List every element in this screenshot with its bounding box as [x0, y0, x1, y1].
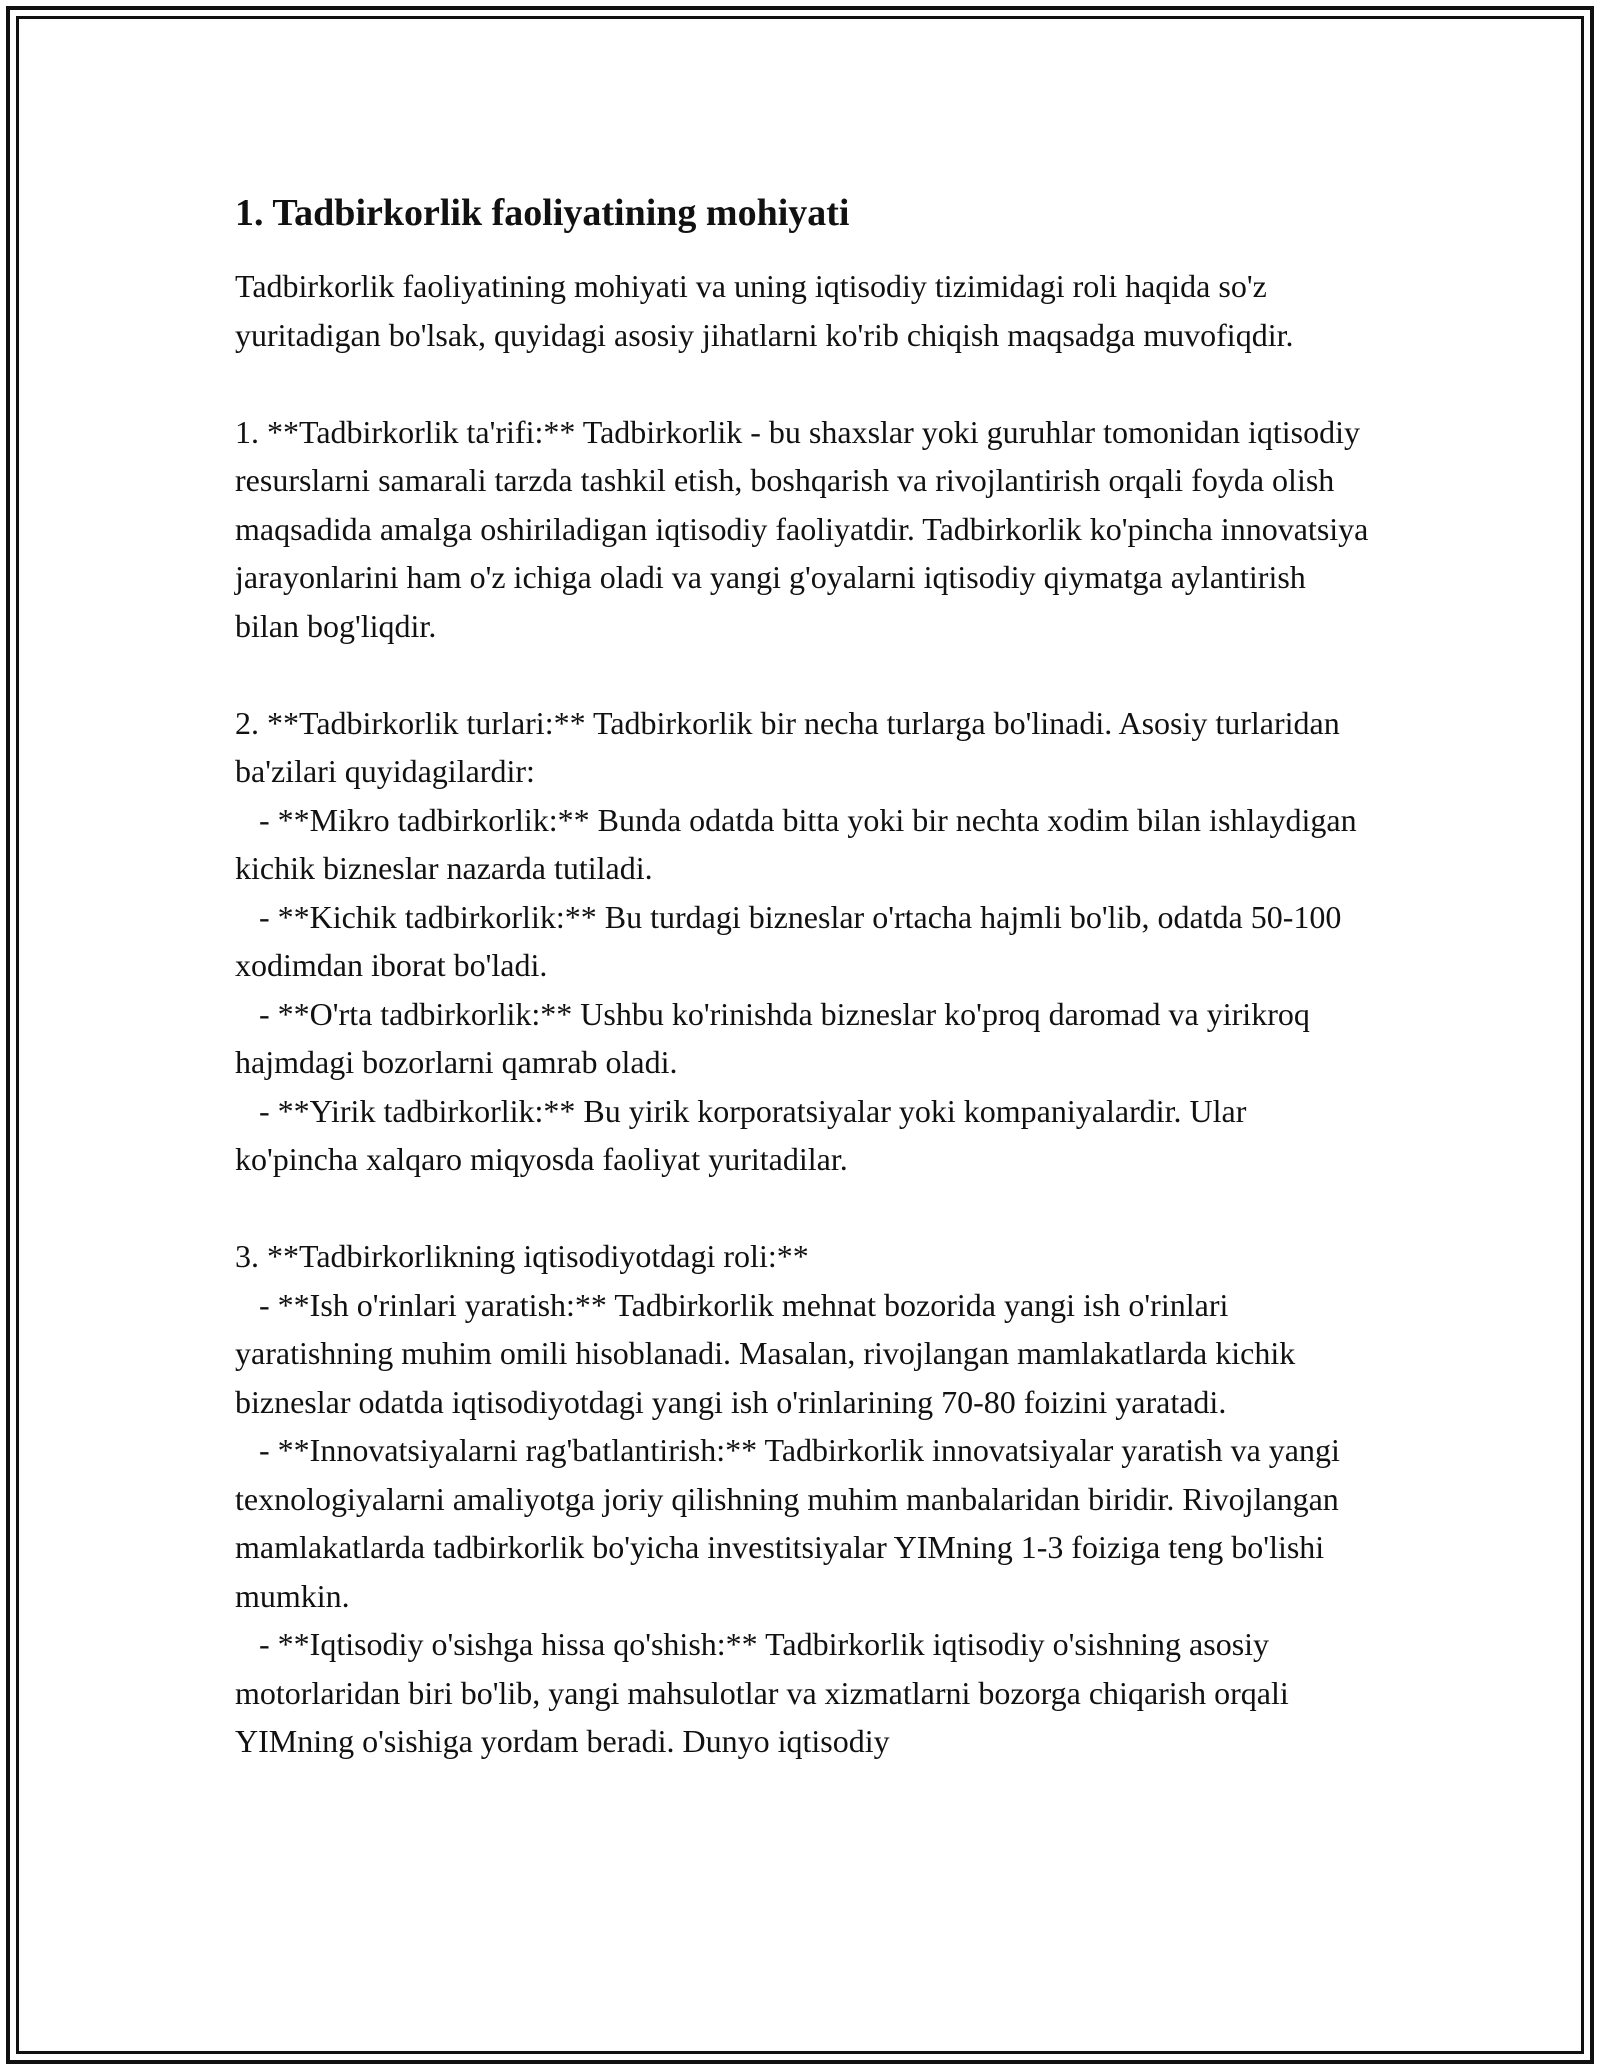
paragraph-gap	[235, 1184, 1375, 1233]
role-paragraph: 3. **Tadbirkorlikning iqtisodiyotdagi roli:** - **Ish o'rinlari yaratish:** Tadbirkorlik mehnat bozorida yangi ish o'rinlari yaratishning muhim omili hisoblanadi. Masalan, rivojlangan mamlakatlarda kichik bizneslar odatda iqtisodiyotdagi yangi ish o'rinlarining 70-80 foizini yaratadi. - **Innovatsiyalarni rag'batlantirish:** Tadbirkorlik innovatsiyalar yaratish va yangi texnologiyalarni amaliyotga joriy qilishning muhim manbalaridan biridir. Rivojlangan mamlakatlarda tadbirkorlik bo'yicha investitsiyalar YIMning 1-3 foiziga teng bo'lishi mumkin. - **Iqtisodiy o'sishga hissa qo'shish:** Tadbirkorlik iqtisodiy o'sishning asosiy motorlaridan biri bo'lib, yangi mahsulotlar va xizmatlarni bozorga chiqarish orqali YIMning o'sishiga yordam beradi. Dunyo iqtisodiy	[235, 1238, 1340, 1759]
document-body	[235, 188, 1375, 1766]
section-title: 1. Tadbirkorlik faoliyatining mohiyati	[235, 192, 850, 234]
intro-paragraph: Tadbirkorlik faoliyatining mohiyati va uning iqtisodiy tizimidagi roli haqida so'z yuritadigan bo'lsak, quyidagi asosiy jihatlarni ko'rib chiqish maqsadga muvofiqdir.	[235, 268, 1294, 353]
types-paragraph: 2. **Tadbirkorlik turlari:** Tadbirkorlik bir necha turlarga bo'linadi. Asosiy turlaridan ba'zilari quyidagilardir: - **Mikro tadbirkorlik:** Bunda odatda bitta yoki bir nechta xodim bilan ishlaydigan kichik bizneslar nazarda tutiladi. - **Kichik tadbirkorlik:** Bu turdagi bizneslar o'rtacha hajmli bo'lib, odatda 50-100 xodimdan iborat bo'ladi. - **O'rta tadbirkorlik:** Ushbu ko'rinishda bizneslar ko'proq daromad va yirikroq hajmdagi bozorlarni qamrab oladi. - **Yirik tadbirkorlik:** Bu yirik korporatsiyalar yoki kompaniyalardir. Ular ko'pincha xalqaro miqyosda faoliyat yuritadilar.	[235, 704, 1357, 1177]
paragraph-gap	[235, 650, 1375, 699]
definition-paragraph: 1. **Tadbirkorlik ta'rifi:** Tadbirkorlik - bu shaxslar yoki guruhlar tomonidan iqtisodiy resurslarni samarali tarzda tashkil etish, boshqarish va rivojlantirish orqali foyda olish maqsadida amalga oshiriladigan iqtisodiy faoliyatdir. Tadbirkorlik ko'pincha innovatsiya jarayonlarini ham o'z ichiga oladi va yangi g'oyalarni iqtisodiy qiymatga aylantirish bilan bog'liqdir.	[235, 413, 1377, 644]
paragraph-gap	[235, 359, 1375, 408]
